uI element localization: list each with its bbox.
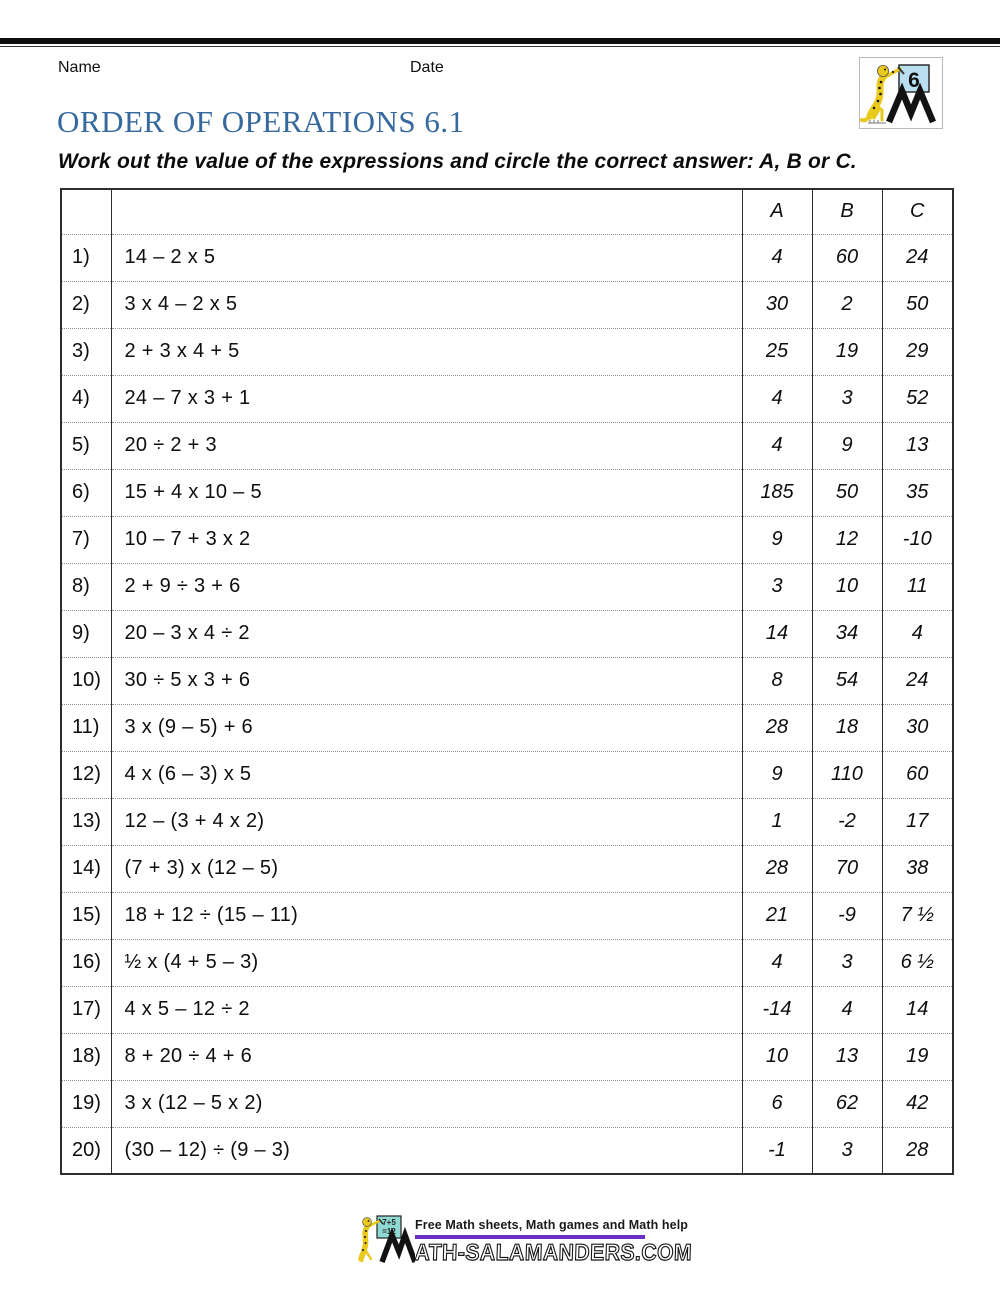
expression-cell: (30 – 12) ÷ (9 – 3) (111, 1127, 742, 1174)
answer-c-cell: 52 (882, 375, 953, 422)
answer-a-cell: -1 (742, 1127, 812, 1174)
table-row (61, 422, 953, 469)
expression-cell: 4 x (6 – 3) x 5 (111, 751, 742, 798)
answer-c-cell: 19 (882, 1033, 953, 1080)
footer-writing-board-icon (377, 1216, 401, 1238)
table-row (61, 751, 953, 798)
table-row (61, 892, 953, 939)
answer-c-cell: 60 (882, 751, 953, 798)
table-row (61, 1080, 953, 1127)
answer-a-cell: 28 (742, 704, 812, 751)
answer-b-cell: 110 (812, 751, 882, 798)
answer-b-cell: 19 (812, 328, 882, 375)
answer-c-cell: 4 (882, 610, 953, 657)
table-row (61, 469, 953, 516)
row-number-cell: 16) (61, 939, 111, 986)
row-number-cell: 17) (61, 986, 111, 1033)
header-option-a: A (742, 189, 812, 234)
row-number-cell: 19) (61, 1080, 111, 1127)
row-number-cell: 5) (61, 422, 111, 469)
row-number-cell: 10) (61, 657, 111, 704)
answer-b-cell: 2 (812, 281, 882, 328)
answer-c-cell: 42 (882, 1080, 953, 1127)
table-row (61, 1127, 953, 1174)
row-number-cell: 8) (61, 563, 111, 610)
answer-a-cell: 25 (742, 328, 812, 375)
expression-cell: 12 – (3 + 4 x 2) (111, 798, 742, 845)
grade-logo-art (860, 58, 942, 128)
row-number-cell: 1) (61, 234, 111, 281)
answer-b-cell: 12 (812, 516, 882, 563)
row-number-cell: 4) (61, 375, 111, 422)
row-number-cell: 3) (61, 328, 111, 375)
header-option-b: B (812, 189, 882, 234)
row-number-cell: 12) (61, 751, 111, 798)
answer-c-cell: -10 (882, 516, 953, 563)
table-header-row (61, 189, 953, 234)
answer-b-cell: 13 (812, 1033, 882, 1080)
answer-a-cell: 4 (742, 375, 812, 422)
expression-cell: 20 – 3 x 4 ÷ 2 (111, 610, 742, 657)
footer-text-block (415, 1213, 717, 1264)
answer-b-cell: 34 (812, 610, 882, 657)
table-row (61, 281, 953, 328)
name-label: Name (58, 59, 101, 76)
answer-b-cell: 9 (812, 422, 882, 469)
expression-cell: 2 + 3 x 4 + 5 (111, 328, 742, 375)
expression-cell: 4 x 5 – 12 ÷ 2 (111, 986, 742, 1033)
answer-b-cell: 3 (812, 375, 882, 422)
expression-cell: 20 ÷ 2 + 3 (111, 422, 742, 469)
answer-a-cell: 21 (742, 892, 812, 939)
header-option-c: C (882, 189, 953, 234)
table-row (61, 328, 953, 375)
answer-a-cell: 28 (742, 845, 812, 892)
expression-cell: (7 + 3) x (12 – 5) (111, 845, 742, 892)
expression-cell: 3 x 4 – 2 x 5 (111, 281, 742, 328)
row-number-cell: 11) (61, 704, 111, 751)
row-number-cell: 6) (61, 469, 111, 516)
answer-c-cell: 29 (882, 328, 953, 375)
expression-cell: 24 – 7 x 3 + 1 (111, 375, 742, 422)
row-number-cell: 15) (61, 892, 111, 939)
answer-b-cell: -2 (812, 798, 882, 845)
page-title: ORDER OF OPERATIONS 6.1 (57, 104, 465, 139)
answer-c-cell: 7 ½ (882, 892, 953, 939)
answer-c-cell: 28 (882, 1127, 953, 1174)
instruction-text: Work out the value of the expressions and circle the correct answer: A, B or C. (58, 150, 857, 173)
answer-c-cell: 38 (882, 845, 953, 892)
answer-c-cell: 11 (882, 563, 953, 610)
worksheet-table-body (61, 234, 953, 1174)
answer-b-cell: 70 (812, 845, 882, 892)
expression-cell: 2 + 9 ÷ 3 + 6 (111, 563, 742, 610)
answer-a-cell: 9 (742, 751, 812, 798)
row-number-cell: 7) (61, 516, 111, 563)
expression-cell: 30 ÷ 5 x 3 + 6 (111, 657, 742, 704)
answer-b-cell: 3 (812, 939, 882, 986)
answer-b-cell: 3 (812, 1127, 882, 1174)
answer-b-cell: 62 (812, 1080, 882, 1127)
worksheet-table (60, 188, 954, 1175)
answer-c-cell: 30 (882, 704, 953, 751)
answer-b-cell: 18 (812, 704, 882, 751)
expression-cell: 3 x (9 – 5) + 6 (111, 704, 742, 751)
footer (357, 1213, 717, 1264)
answer-b-cell: 10 (812, 563, 882, 610)
header-blank-expression-cell (111, 189, 742, 234)
answer-a-cell: 185 (742, 469, 812, 516)
answer-a-cell: -14 (742, 986, 812, 1033)
answer-a-cell: 6 (742, 1080, 812, 1127)
expression-cell: 8 + 20 ÷ 4 + 6 (111, 1033, 742, 1080)
answer-a-cell: 1 (742, 798, 812, 845)
answer-c-cell: 14 (882, 986, 953, 1033)
expression-cell: 3 x (12 – 5 x 2) (111, 1080, 742, 1127)
table-row (61, 1033, 953, 1080)
row-number-cell: 2) (61, 281, 111, 328)
table-row (61, 798, 953, 845)
row-number-cell: 14) (61, 845, 111, 892)
table-row (61, 845, 953, 892)
expression-cell: ½ x (4 + 5 – 3) (111, 939, 742, 986)
table-row (61, 704, 953, 751)
expression-cell: 15 + 4 x 10 – 5 (111, 469, 742, 516)
row-number-cell: 13) (61, 798, 111, 845)
answer-a-cell: 9 (742, 516, 812, 563)
answer-c-cell: 24 (882, 234, 953, 281)
svg-text:=12: =12 (382, 1227, 396, 1236)
answer-b-cell: -9 (812, 892, 882, 939)
date-label: Date (410, 59, 444, 76)
answer-a-cell: 10 (742, 1033, 812, 1080)
answer-a-cell: 14 (742, 610, 812, 657)
answer-b-cell: 60 (812, 234, 882, 281)
answer-a-cell: 30 (742, 281, 812, 328)
answer-a-cell: 4 (742, 234, 812, 281)
m-logo-icon (889, 91, 933, 122)
svg-text:6: 6 (908, 69, 920, 92)
answer-c-cell: 17 (882, 798, 953, 845)
expression-cell: 14 – 2 x 5 (111, 234, 742, 281)
footer-salamander-logo-icon (357, 1213, 415, 1263)
answer-b-cell: 54 (812, 657, 882, 704)
answer-b-cell: 4 (812, 986, 882, 1033)
table-row (61, 516, 953, 563)
row-number-cell: 20) (61, 1127, 111, 1174)
table-row (61, 234, 953, 281)
answer-c-cell: 6 ½ (882, 939, 953, 986)
answer-c-cell: 50 (882, 281, 953, 328)
top-divider-bar (0, 38, 1000, 44)
table-row (61, 563, 953, 610)
answer-a-cell: 8 (742, 657, 812, 704)
table-row (61, 610, 953, 657)
top-divider-line (0, 46, 1000, 47)
table-row (61, 939, 953, 986)
svg-text:7+5: 7+5 (382, 1218, 396, 1227)
answer-c-cell: 24 (882, 657, 953, 704)
expression-cell: 10 – 7 + 3 x 2 (111, 516, 742, 563)
table-row (61, 375, 953, 422)
row-number-cell: 9) (61, 610, 111, 657)
answer-a-cell: 3 (742, 563, 812, 610)
footer-site-text: ATH-SALAMANDERS.COM (414, 1239, 693, 1265)
table-row (61, 657, 953, 704)
answer-b-cell: 50 (812, 469, 882, 516)
answer-c-cell: 13 (882, 422, 953, 469)
header-blank-number-cell (61, 189, 111, 234)
expression-cell: 18 + 12 ÷ (15 – 11) (111, 892, 742, 939)
grade-logo (859, 57, 943, 129)
row-number-cell: 18) (61, 1033, 111, 1080)
footer-tagline: Free Math sheets, Math games and Math help (415, 1218, 689, 1232)
footer-m-logo-icon (382, 1235, 415, 1262)
table-row (61, 986, 953, 1033)
answer-a-cell: 4 (742, 422, 812, 469)
answer-c-cell: 35 (882, 469, 953, 516)
answer-a-cell: 4 (742, 939, 812, 986)
